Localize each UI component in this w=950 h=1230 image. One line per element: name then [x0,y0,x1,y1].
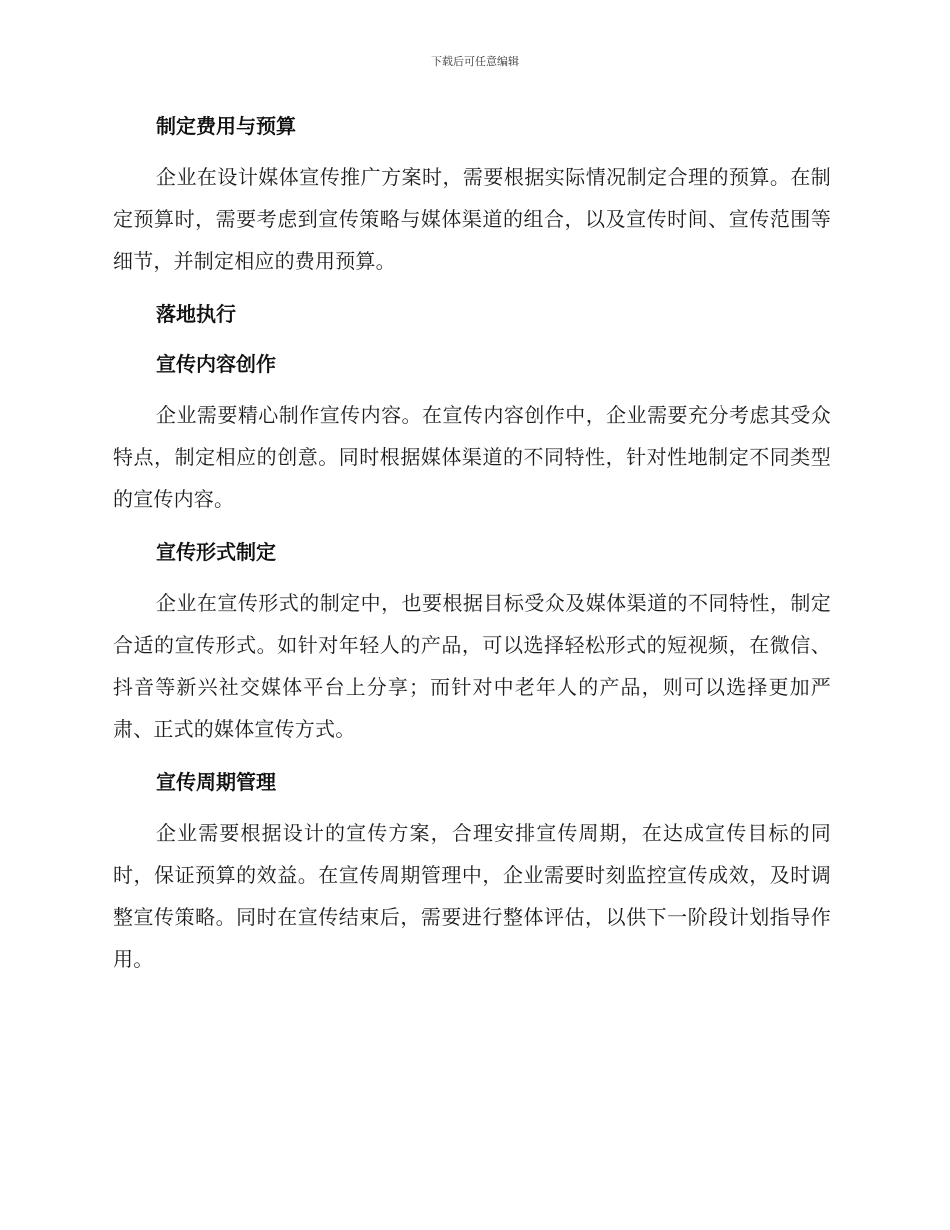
section-heading-content-creation: 宣传内容创作 [156,352,276,376]
section-heading-budget: 制定费用与预算 [156,114,296,138]
section-paragraph-cycle: 企业需要根据设计的宣传方案，合理安排宣传周期，在达成宣传目标的同时，保证预算的效益。在宣传周期管理中，企业需要时刻监控宣传成效，及时调整宣传策略。同时在宣传结束后，需要进行整体评估，以供下一阶段计划指导作用。 [113,821,831,971]
section-paragraph-format: 企业在宣传形式的制定中，也要根据目标受众及媒体渠道的不同特性，制定合适的宣传形式。如针对年轻人的产品，可以选择轻松形式的短视频，在微信、抖音等新兴社交媒体平台上分享；而针对中老年人的产品，则可以选择更加严肃、正式的媒体宣传方式。 [113,591,831,741]
section-heading-execution: 落地执行 [156,302,236,326]
section-heading-cycle: 宣传周期管理 [156,770,276,794]
section-paragraph-content-creation: 企业需要精心制作宣传内容。在宣传内容创作中，企业需要充分考虑其受众特点，制定相应的创意。同时根据媒体渠道的不同特性，针对性地制定不同类型的宣传内容。 [113,403,831,511]
document-body [113,108,831,980]
section-paragraph-budget: 企业在设计媒体宣传推广方案时，需要根据实际情况制定合理的预算。在制定预算时，需要考虑到宣传策略与媒体渠道的组合，以及宣传时间、宣传范围等细节，并制定相应的费用预算。 [113,165,831,273]
section-heading-format: 宣传形式制定 [156,540,276,564]
page-header: 下载后可任意编辑 [431,55,519,68]
